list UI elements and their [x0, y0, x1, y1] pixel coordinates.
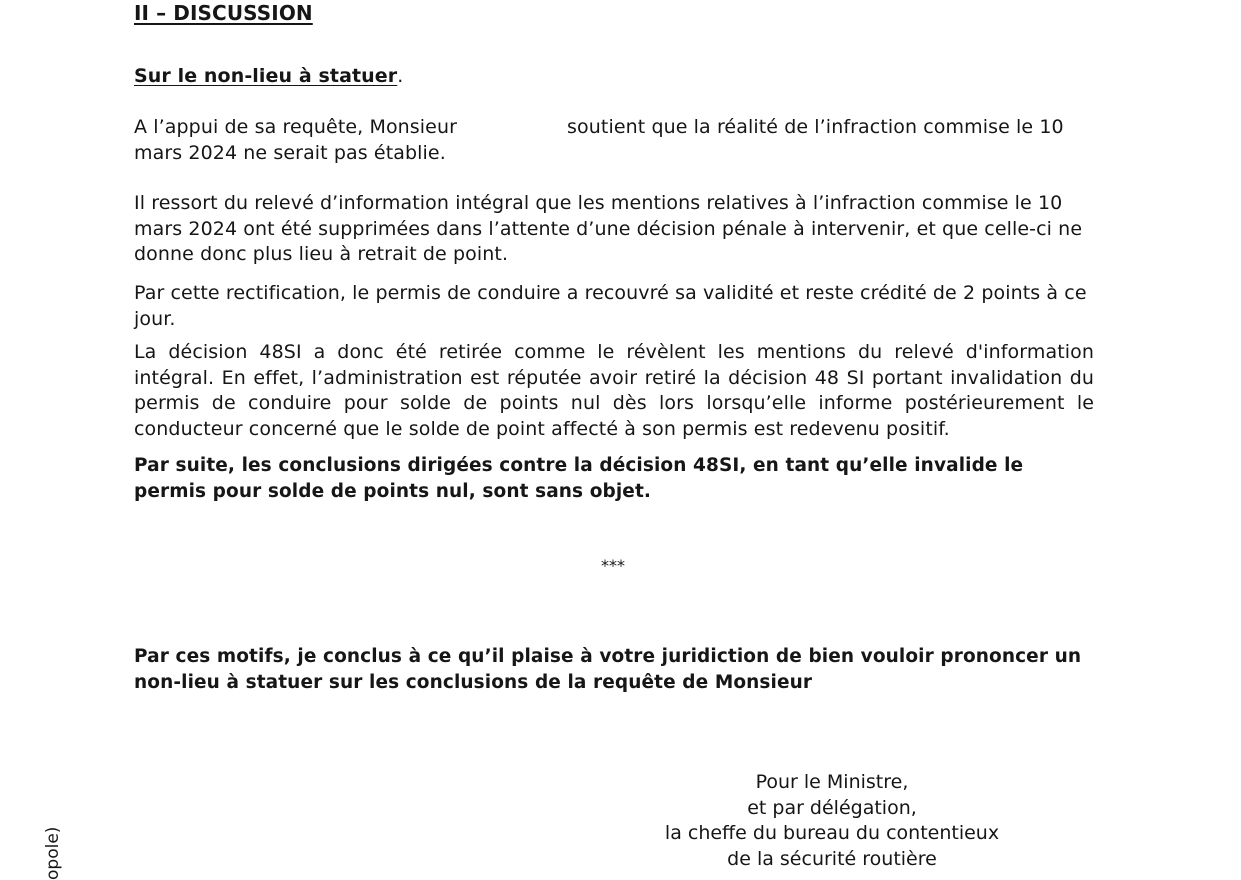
paragraph-decision-withdrawn-text: La décision 48SI a donc été retirée comme le révèlent les mentions du relevé d'information intégral. En effet, l’administration est réputée avoir retiré la décision 48 SI portant invalidation du permis de conduire pour solde de points nul dès lors lorsqu’elle informe postérieurement le conducteur concerné que le solde de point affecté à son permis est redevenu positif.	[134, 341, 1094, 440]
margin-note	[42, 820, 62, 880]
paragraph-without-object-text: Par suite, les conclusions dirigées contre la décision 48SI, en tant qu’elle invalide le permis pour solde de points nul, sont sans objet.	[134, 455, 1024, 502]
paragraph-request-part1: A l’appui de sa requête, Monsieur	[134, 116, 458, 138]
paragraph-decision-withdrawn	[134, 340, 1094, 442]
subsection-heading-text: Sur le non-lieu à statuer	[134, 65, 398, 87]
conclusion-paragraph	[134, 644, 1094, 695]
signature-line-2: et par délégation,	[747, 796, 917, 819]
paragraph-rectification	[134, 281, 1094, 332]
signature-line-3: la cheffe du bureau du contentieux	[664, 822, 1000, 844]
paragraph-rectification-text: Par cette rectification, le permis de conduire a recouvré sa validité et reste crédité de 2 points à ce jour.	[134, 282, 1087, 330]
section-heading	[134, 1, 313, 27]
section-heading-text: II – DISCUSSION	[134, 1, 313, 25]
margin-note-text: opole)	[43, 826, 63, 880]
conclusion-text: Par ces motifs, je conclus à ce qu’il plaise à votre juridiction de bien vouloir prononcer un non-lieu à statuer sur les conclusions de la requête de Monsieur	[134, 646, 1082, 693]
section-separator: ***	[601, 556, 625, 575]
paragraph-record-text: Il ressort du relevé d’information intégral que les mentions relatives à l’infraction commise le 10 mars 2024 ont été supprimées dans l’attente d’une décision pénale à intervenir, et que celle-ci ne donne donc plus lieu à retrait de point.	[134, 192, 1083, 265]
subsection-heading	[134, 64, 403, 90]
paragraph-request-part2: soutient que la réalité de l’infraction commise le 10 mars 2024 ne serait pas établie.	[134, 116, 1064, 164]
signature-block	[620, 770, 1044, 872]
paragraph-record	[134, 191, 1094, 268]
paragraph-without-object	[134, 453, 1094, 504]
paragraph-request	[134, 115, 1094, 166]
signature-line-1: Pour le Ministre,	[755, 771, 909, 793]
signature-line-4: de la sécurité routière	[727, 847, 937, 870]
subsection-heading-suffix: .	[397, 65, 404, 87]
